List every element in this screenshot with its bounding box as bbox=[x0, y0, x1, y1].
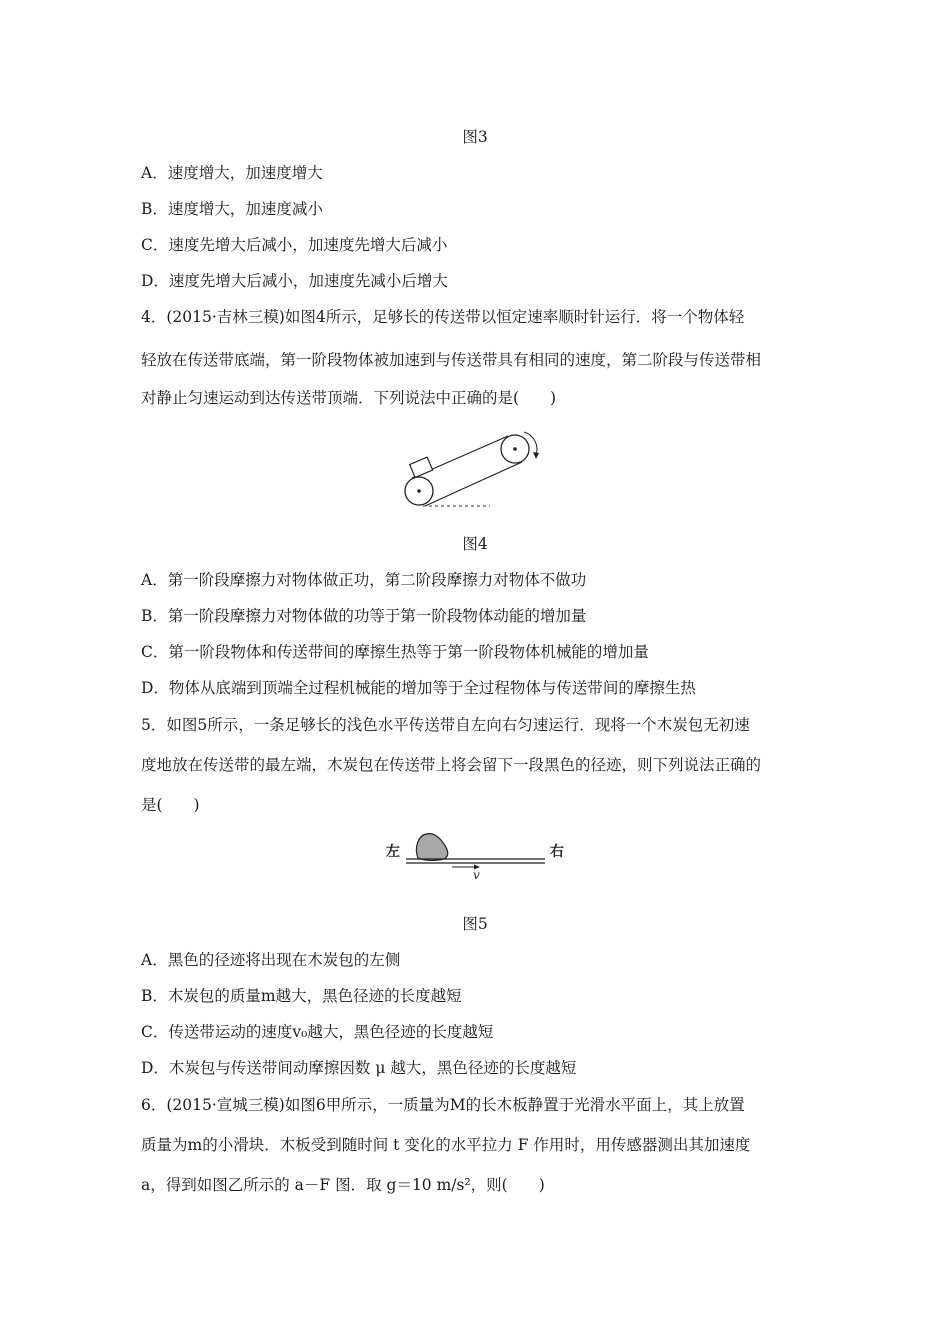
q3-option-b: B．速度增大，加速度减小 bbox=[141, 200, 323, 218]
q4-stem-line-1: 4．(2015·吉林三模)如图4所示，足够长的传送带以恒定速率顺时针运行．将一个物体轻 bbox=[141, 308, 745, 326]
q4-option-a: A．第一阶段摩擦力对物体做正功，第二阶段摩擦力对物体不做功 bbox=[141, 571, 587, 589]
q5-option-c: C．传送带运动的速度v₀越大，黑色径迹的长度越短 bbox=[141, 1023, 494, 1041]
q4-stem-line-3: 对静止匀速运动到达传送带顶端．下列说法中正确的是( ) bbox=[141, 389, 557, 407]
q5-option-b: B．木炭包的质量m越大，黑色径迹的长度越短 bbox=[141, 987, 462, 1005]
figure-5-caption: 图5 bbox=[462, 915, 488, 933]
charcoal-lump-icon bbox=[416, 834, 447, 861]
figure-4-caption: 图4 bbox=[462, 535, 488, 553]
figure-5-left-label: 左 bbox=[386, 844, 400, 860]
q5-stem-line-1: 5．如图5所示，一条足够长的浅色水平传送带自左向右匀速运行．现将一个木炭包无初速 bbox=[141, 716, 750, 734]
q4-option-b: B．第一阶段摩擦力对物体做的功等于第一阶段物体动能的增加量 bbox=[141, 607, 587, 625]
q6-stem-line-1: 6．(2015·宣城三模)如图6甲所示，一质量为M的长木板静置于光滑水平面上，其上放置 bbox=[141, 1096, 745, 1114]
q4-stem-line-2: 轻放在传送带底端，第一阶段物体被加速到与传送带具有相同的速度，第二阶段与传送带相 bbox=[141, 351, 762, 369]
q5-option-d: D．木炭包与传送带间动摩擦因数 μ 越大，黑色径迹的长度越短 bbox=[141, 1059, 577, 1077]
figure-3-caption: 图3 bbox=[462, 128, 488, 146]
q5-option-a: A．黑色的径迹将出现在木炭包的左侧 bbox=[141, 951, 401, 969]
figure-5-right-label: 右 bbox=[550, 844, 564, 860]
q3-option-d: D．速度先增大后减小，加速度先减小后增大 bbox=[141, 272, 448, 290]
q6-stem-line-2: 质量为m的小滑块．木板受到随时间 t 变化的水平拉力 F 作用时，用传感器测出其加速度 bbox=[141, 1136, 751, 1154]
q6-stem-line-3: a，得到如图乙所示的 a－F 图．取 g＝10 m/s²，则( ) bbox=[141, 1176, 545, 1194]
q4-option-c: C．第一阶段物体和传送带间的摩擦生热等于第一阶段物体机械能的增加量 bbox=[141, 643, 649, 661]
q4-option-d: D．物体从底端到顶端全过程机械能的增加等于全过程物体与传送带间的摩擦生热 bbox=[141, 679, 696, 697]
q3-option-c: C．速度先增大后减小，加速度先增大后减小 bbox=[141, 236, 448, 254]
figure-5-velocity-label: v bbox=[473, 868, 480, 882]
figure-4-conveyor-diagram bbox=[395, 425, 555, 515]
q5-stem-line-2: 度地放在传送带的最左端，木炭包在传送带上将会留下一段黑色的径迹，则下列说法正确的 bbox=[141, 756, 762, 774]
q5-stem-line-3: 是( ) bbox=[141, 796, 200, 814]
q3-option-a: A．速度增大，加速度增大 bbox=[141, 164, 323, 182]
figure-5-belt-diagram bbox=[380, 826, 580, 882]
